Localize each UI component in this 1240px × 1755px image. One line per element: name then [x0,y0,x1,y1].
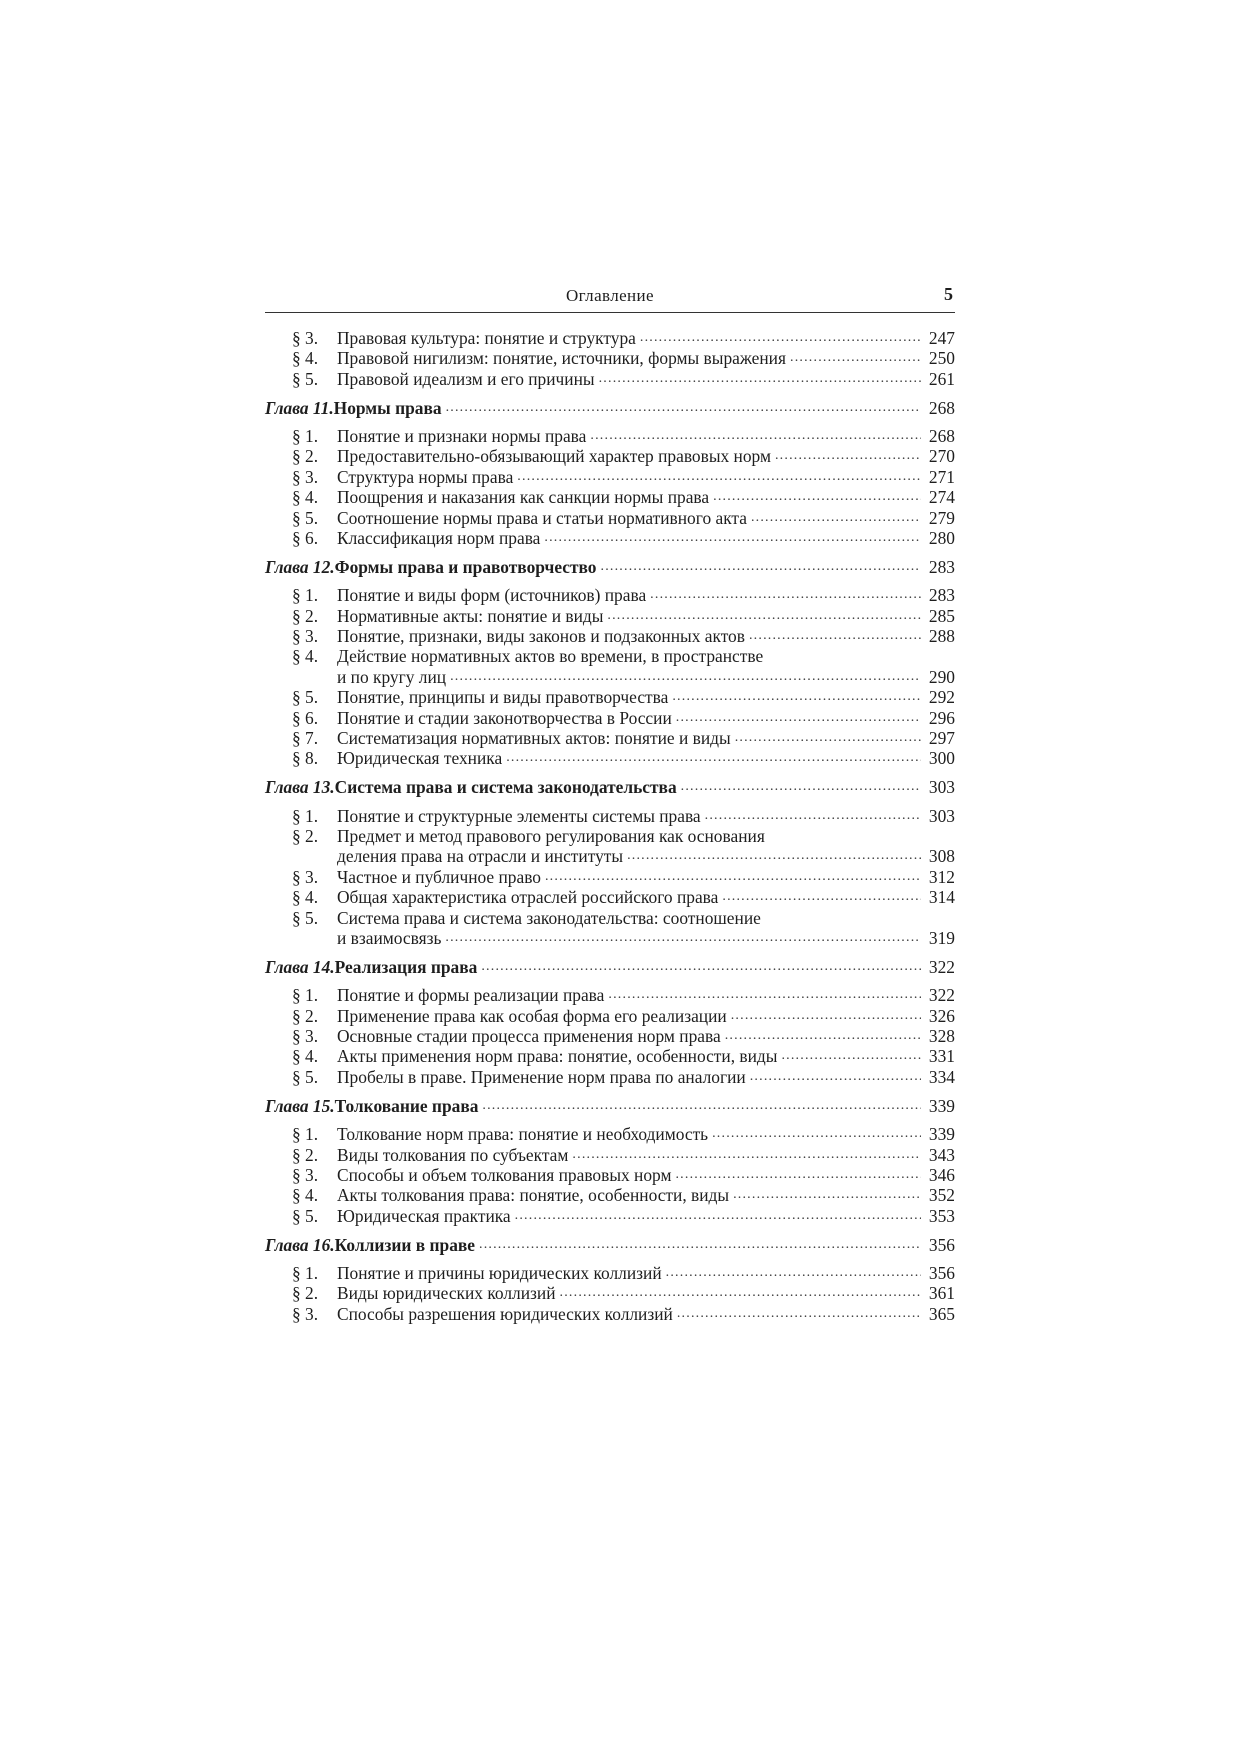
section-page: 283 [928,585,955,606]
toc-section-entry [265,985,955,1005]
toc-chapter-entry [265,1235,955,1255]
toc-section-entry [265,369,955,389]
section-number: § 3. [292,626,319,647]
toc-section-entry [265,708,955,728]
toc-line [265,1124,955,1144]
toc-line [265,467,955,487]
dot-leader [781,1046,921,1066]
dot-leader [599,369,921,389]
section-number: § 3. [292,866,319,887]
spacer [265,548,955,557]
section-title: деления права на отрасли и институты [337,846,624,867]
chapter-page: 339 [928,1095,955,1116]
dot-leader [481,957,921,977]
chapter-label: Глава 11. [265,397,334,418]
toc-section-entry [265,1263,955,1283]
spacer [265,798,955,806]
toc-section-entry [265,728,955,748]
toc-line [265,1263,955,1283]
dot-leader [681,777,921,797]
spacer [265,948,955,957]
section-page: 314 [928,887,955,908]
toc-line [265,1006,955,1026]
toc-section-entry [265,1047,955,1067]
toc-line [265,826,955,846]
toc-section-entry [265,348,955,368]
chapter-page: 322 [928,956,955,977]
section-title: и взаимосвязь [337,928,442,949]
dot-leader [731,1006,921,1026]
toc-line [265,806,955,826]
section-page: 352 [928,1185,955,1206]
toc-line [265,867,955,887]
section-title: Частное и публичное право [337,866,541,887]
dot-leader [672,687,921,707]
toc-section-entry [265,606,955,626]
section-title: Понятие и стадии законотворчества в России [337,707,672,728]
section-title: Пробелы в праве. Применение норм права по аналогии [337,1066,746,1087]
toc-line [265,908,955,928]
toc-section-entry [265,585,955,605]
section-number: § 3. [292,1303,319,1324]
toc-section-entry [265,867,955,887]
section-title: Правовой нигилизм: понятие, источники, формы выражения [337,348,786,369]
spacer [265,577,955,585]
section-page: 270 [928,446,955,467]
section-title: Акты толкования права: понятие, особенности, виды [337,1185,730,1206]
toc-line [265,369,955,389]
spacer [265,1087,955,1096]
section-title: Структура нормы права [337,466,514,487]
chapter-label: Глава 12. [265,556,335,577]
spacer [265,418,955,426]
section-page: 290 [928,666,955,687]
section-number: § 2. [292,1283,319,1304]
dot-leader [676,708,921,728]
toc-section-entry [265,748,955,768]
chapter-title: Система права и система законодательства [334,777,677,798]
chapter-title: Нормы права [333,397,442,418]
section-number: § 5. [292,1066,319,1087]
section-number: § 1. [292,426,319,447]
toc-section-entry [265,908,955,949]
chapter-label: Глава 13. [265,777,335,798]
toc-line [265,487,955,507]
toc-line [265,348,955,368]
dot-leader [790,348,921,368]
section-number: § 5. [292,687,319,708]
chapter-page: 303 [928,777,955,798]
dot-leader [733,1185,921,1205]
section-number: § 2. [292,826,319,847]
section-title: Понятие и причины юридических коллизий [337,1263,662,1283]
toc-line [265,426,955,446]
section-title: Основные стадии процесса применения норм права [337,1026,721,1047]
spacer [265,389,955,398]
toc-line [265,728,955,748]
section-title: Правовая культура: понятие и структура [337,327,636,348]
dot-leader [515,1206,921,1226]
section-page: 353 [928,1205,955,1226]
section-page: 297 [928,728,955,749]
toc-chapter-entry [265,1096,955,1116]
toc-line [265,985,955,1005]
toc-line [265,606,955,626]
section-number: § 4. [292,1185,319,1206]
section-number: § 3. [292,327,319,348]
section-title: Понятие и структурные элементы системы права [337,805,701,826]
toc-line [265,1047,955,1067]
dot-leader [735,728,921,748]
toc-line [265,1283,955,1303]
toc-chapter-entry [265,557,955,577]
section-title: Общая характеристика отраслей российского права [337,887,719,908]
section-title: Применение права как особая форма его реализации [337,1005,727,1026]
section-title: Акты применения норм права: понятие, особенности, виды [337,1046,778,1067]
chapter-title: Толкование права [334,1095,479,1116]
dot-leader [627,846,921,866]
section-title: Толкование норм права: понятие и необходимость [337,1124,709,1145]
toc-line [265,928,955,948]
dot-leader [712,1124,921,1144]
dot-leader [677,1304,921,1324]
toc-section-entry [265,1026,955,1046]
section-page: 365 [928,1303,955,1324]
toc-line [265,528,955,548]
section-number: § 5. [292,507,319,528]
toc-line [265,1145,955,1165]
dot-leader [544,528,921,548]
section-title: Юридическая техника [337,748,503,769]
toc-line [265,748,955,768]
section-number: § 5. [292,907,319,928]
section-title: Понятие, принципы и виды правотворчества [337,687,669,708]
dot-leader [675,1165,921,1185]
section-number: § 1. [292,805,319,826]
section-page: 292 [928,687,955,708]
section-number: § 5. [292,1205,319,1226]
section-page: 303 [928,805,955,826]
toc-section-entry [265,1304,955,1324]
section-page: 247 [928,327,955,348]
dot-leader [725,1026,921,1046]
section-number: § 7. [292,728,319,749]
toc-chapter-entry [265,398,955,418]
toc-section-entry [265,887,955,907]
section-title: Систематизация нормативных актов: понятие и виды [337,728,731,749]
toc-line [265,1185,955,1205]
section-page: 339 [928,1124,955,1145]
toc-line [265,585,955,605]
section-title: Понятие и признаки нормы права [337,426,587,447]
section-title: Поощрения и наказания как санкции нормы права [337,487,710,508]
section-page: 331 [928,1046,955,1067]
dot-leader [601,557,922,577]
dot-leader [713,487,921,507]
dot-leader [749,626,921,646]
section-page: 308 [928,846,955,867]
section-title: Система права и система законодательства: соотношение [337,907,761,928]
toc-line [265,626,955,646]
dot-leader [479,1235,921,1255]
dot-leader [640,328,921,348]
toc-section-entry [265,687,955,707]
chapter-label: Глава 14. [265,956,335,977]
section-page: 312 [928,866,955,887]
section-number: § 6. [292,528,319,548]
dot-leader [450,667,921,687]
section-number: § 1. [292,1124,319,1145]
section-number: § 2. [292,605,319,626]
section-number: § 3. [292,1164,319,1185]
section-page: 346 [928,1164,955,1185]
section-title: Виды юридических коллизий [337,1283,556,1304]
section-title: Способы разрешения юридических коллизий [337,1303,673,1324]
section-page: 271 [928,466,955,487]
section-number: § 4. [292,348,319,369]
section-title: Действие нормативных актов во времени, в пространстве [337,646,764,667]
section-title: Виды толкования по субъектам [337,1144,569,1165]
section-title: Правовой идеализм и его причины [337,368,595,389]
spacer [265,977,955,985]
section-number: § 3. [292,1026,319,1047]
section-number: § 4. [292,487,319,508]
section-page: 334 [928,1066,955,1087]
toc-section-entry [265,528,955,548]
section-page: 274 [928,487,955,508]
section-number: § 1. [292,985,319,1006]
toc-section-entry [265,646,955,687]
toc-section-entry [265,1067,955,1087]
section-number: § 4. [292,646,319,667]
section-page: 296 [928,707,955,728]
dot-leader [608,985,921,1005]
section-title: Соотношение нормы права и статьи нормативного акта [337,507,747,528]
section-number: § 1. [292,1263,319,1283]
table-of-contents [265,328,955,1324]
toc-line [265,646,955,666]
dot-leader [445,928,921,948]
dot-leader [560,1283,921,1303]
toc-line [265,1165,955,1185]
running-title: Оглавление [566,286,654,305]
toc-section-entry [265,328,955,348]
section-title: Предмет и метод правового регулирования как основания [337,826,765,847]
chapter-label: Глава 16. [265,1234,335,1255]
spacer [265,769,955,778]
section-number: § 2. [292,1144,319,1165]
chapter-label: Глава 15. [265,1095,335,1116]
section-number: § 4. [292,887,319,908]
dot-leader [482,1096,921,1116]
chapter-title: Коллизии в праве [334,1234,475,1255]
section-title: Предоставительно-обязывающий характер правовых норм [337,446,771,467]
toc-section-entry [265,1006,955,1026]
section-number: § 6. [292,707,319,728]
toc-line [265,887,955,907]
dot-leader [517,467,921,487]
dot-leader [607,606,921,626]
section-page: 288 [928,626,955,647]
spacer [265,1116,955,1124]
chapter-page: 283 [928,556,955,577]
section-page: 356 [928,1263,955,1283]
section-number: § 5. [292,368,319,389]
section-title: Понятие и виды форм (источников) права [337,585,647,606]
toc-line [265,446,955,466]
section-title: и по кругу лиц [337,666,447,687]
section-page: 268 [928,426,955,447]
section-page: 326 [928,1005,955,1026]
chapter-page: 268 [928,397,955,418]
toc-line [265,667,955,687]
dot-leader [750,1067,921,1087]
chapter-title: Реализация права [334,956,478,977]
dot-leader [545,867,921,887]
toc-line [265,1026,955,1046]
toc-section-entry [265,446,955,466]
dot-leader [751,508,921,528]
toc-line [265,708,955,728]
dot-leader [705,806,921,826]
section-title: Нормативные акты: понятие и виды [337,605,604,626]
section-number: § 4. [292,1046,319,1067]
toc-section-entry [265,806,955,826]
toc-section-entry [265,426,955,446]
spacer [265,1226,955,1235]
toc-line [265,846,955,866]
toc-line [265,508,955,528]
section-title: Классификация норм права [337,528,541,548]
toc-section-entry [265,1145,955,1165]
toc-section-entry [265,1283,955,1303]
dot-leader [650,585,921,605]
section-page: 319 [928,928,955,949]
chapter-title: Формы права и правотворчество [334,556,597,577]
dot-leader [572,1145,921,1165]
page-number: 5 [944,284,953,304]
section-page: 328 [928,1026,955,1047]
dot-leader [775,446,921,466]
section-title: Понятие, признаки, виды законов и подзаконных актов [337,626,745,647]
toc-chapter-entry [265,957,955,977]
section-title: Понятие и формы реализации права [337,985,605,1006]
section-page: 300 [928,748,955,769]
toc-section-entry [265,1206,955,1226]
section-page: 261 [928,368,955,389]
toc-section-entry [265,1124,955,1144]
section-page: 285 [928,605,955,626]
toc-line [265,687,955,707]
section-page: 279 [928,507,955,528]
toc-line [265,328,955,348]
dot-leader [506,748,921,768]
toc-section-entry [265,826,955,867]
section-number: § 3. [292,466,319,487]
section-page: 343 [928,1144,955,1165]
section-number: § 8. [292,748,319,769]
toc-section-entry [265,487,955,507]
dot-leader [722,887,921,907]
dot-leader [666,1263,921,1283]
toc-line [265,1304,955,1324]
section-page: 250 [928,348,955,369]
section-number: § 2. [292,446,319,467]
toc-chapter-entry [265,777,955,797]
toc-section-entry [265,467,955,487]
spacer [265,1255,955,1263]
section-title: Юридическая практика [337,1205,511,1226]
toc-section-entry [265,508,955,528]
toc-line [265,1067,955,1087]
section-number: § 2. [292,1005,319,1026]
toc-section-entry [265,1165,955,1185]
toc-section-entry [265,1185,955,1205]
dot-leader [446,398,921,418]
toc-line [265,1206,955,1226]
section-number: § 1. [292,585,319,606]
section-title: Способы и объем толкования правовых норм [337,1164,672,1185]
toc-section-entry [265,626,955,646]
dot-leader [590,426,921,446]
section-page: 361 [928,1283,955,1304]
running-head [265,282,955,313]
section-page: 322 [928,985,955,1006]
section-page: 280 [928,528,955,548]
chapter-page: 356 [928,1234,955,1255]
